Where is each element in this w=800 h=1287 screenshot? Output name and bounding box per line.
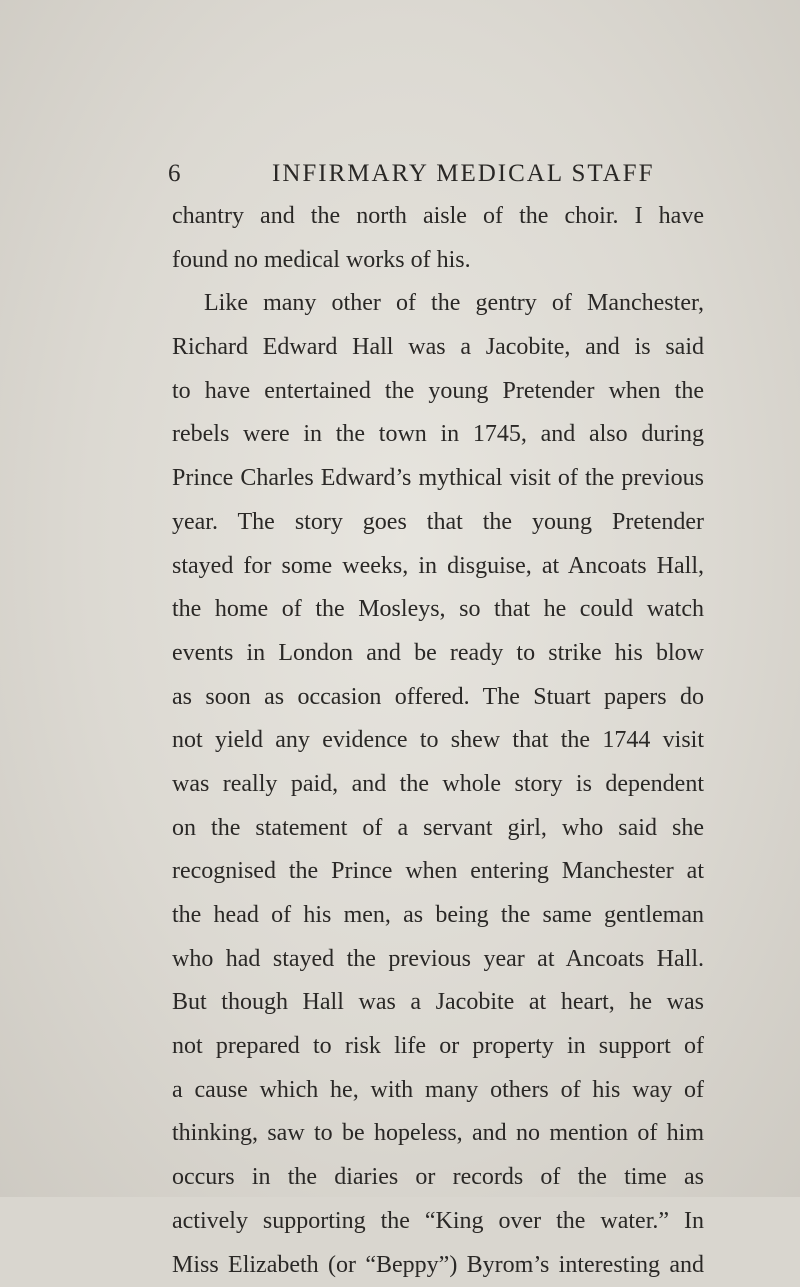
text-line: not prepared to risk life or property in support of — [172, 1025, 704, 1069]
text-line: not yield any evidence to shew that the 1744 visit — [172, 719, 704, 763]
text-line: rebels were in the town in 1745, and also during — [172, 413, 704, 457]
text-line: stayed for some weeks, in disguise, at Ancoats Hall, — [172, 545, 704, 589]
page-header — [168, 160, 708, 192]
text-line: But though Hall was a Jacobite at heart, he was — [172, 981, 704, 1025]
text-line: found no medical works of his. — [172, 239, 704, 283]
text-line: to have entertained the young Pretender when the — [172, 370, 704, 414]
text-line: as soon as occasion offered. The Stuart papers do — [172, 676, 704, 720]
page-number: 6 — [168, 160, 182, 188]
text-line: on the statement of a servant girl, who said she — [172, 807, 704, 851]
text-line: was really paid, and the whole story is dependent — [172, 763, 704, 807]
text-line: actively supporting the “King over the water.” In — [172, 1200, 704, 1244]
text-line: Prince Charles Edward’s mythical visit of the previous — [172, 457, 704, 501]
body-text — [172, 195, 704, 1287]
text-line: chantry and the north aisle of the choir. I have — [172, 195, 704, 239]
text-line: thinking, saw to be hopeless, and no mention of him — [172, 1112, 704, 1156]
text-line: who had stayed the previous year at Ancoats Hall. — [172, 938, 704, 982]
text-line: the home of the Mosleys, so that he could watch — [172, 588, 704, 632]
text-line: the head of his men, as being the same gentleman — [172, 894, 704, 938]
text-line: a cause which he, with many others of his way of — [172, 1069, 704, 1113]
running-title: INFIRMARY MEDICAL STAFF — [272, 160, 654, 188]
text-line: Like many other of the gentry of Manchester, — [172, 282, 704, 326]
text-line: events in London and be ready to strike his blow — [172, 632, 704, 676]
text-line: year. The story goes that the young Pretender — [172, 501, 704, 545]
text-line: occurs in the diaries or records of the time as — [172, 1156, 704, 1200]
text-line: Richard Edward Hall was a Jacobite, and is said — [172, 326, 704, 370]
text-line: Miss Elizabeth (or “Beppy”) Byrom’s interesting and — [172, 1244, 704, 1287]
text-line: recognised the Prince when entering Manchester at — [172, 850, 704, 894]
